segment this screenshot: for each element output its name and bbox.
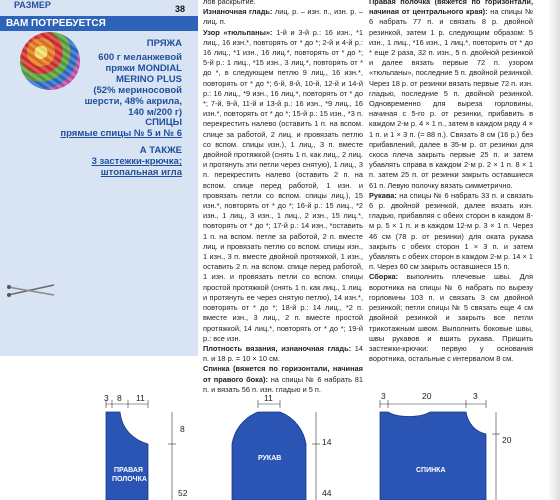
paragraph-heading: Правая полочка (вяжется по горизонтали, начиная от центрального края): <box>369 0 533 17</box>
extras-description <box>92 156 182 178</box>
paragraph-heading: Сборка: <box>369 272 399 282</box>
size-value: 38 <box>175 4 186 14</box>
sleeve-piece <box>232 393 332 500</box>
back-top-dim: 20 <box>422 391 432 401</box>
knitting-needles-icon <box>6 283 56 297</box>
instructions-column-middle <box>203 0 363 395</box>
paragraph <box>203 0 363 7</box>
back-top-dim: 3 <box>473 391 478 401</box>
needles-title: СПИЦЫ <box>145 117 182 128</box>
needles-line: прямые спицы № 5 и № 6 <box>60 128 182 139</box>
back-shape <box>380 412 486 500</box>
yarn-line: MERINO PLUS <box>116 74 182 85</box>
paragraph <box>369 272 533 364</box>
needles-description <box>60 128 182 139</box>
front-right-dim: 8 <box>180 424 185 434</box>
sleeve-right-dim: 44 <box>322 488 332 498</box>
back-right-dim: 20 <box>502 435 512 445</box>
sleeve-label: РУКАВ <box>258 455 282 462</box>
materials-header: ВАМ ПОТРЕБУЕТСЯ <box>0 16 198 31</box>
paragraph-heading: Узор «тюльпаны»: <box>203 27 273 37</box>
yarn-line: 600 г меланжевой <box>98 52 182 63</box>
paragraph-text: выполнить плечевые швы. Для воротника на спицы № 6 набрать по вырезу горловины 103 п. и связать 3 см двойной резинкой; петли спицы № 5 связать еще 4 см двойной резинкой и закрыть все петли трикотажным швом. Выполнить боковые швы, швы рукавов и вшить рукава. Пришить застежки-крючки: первую у основания воротника, остальные с интервалом 8 см. <box>369 272 533 364</box>
paragraph-heading: Рукава: <box>369 190 397 200</box>
paragraph-text: на спицы № 6 набрать 33 п. и связать 6 р. двойной резинкой, далее вязать изн. гладью, прибавляя с обеих сторон в каждом 8-м р. 5 × 1 п. и в каждом 12-м р. 3 × 1 п. Через 46 см (78 р. от резинки) для оката рукава закрыть с обеих сторон 1 × 3 п. и затем убавлять с обеих сторон в каждом 2-м р. 14 × 1 п. Через 60 см закрыть оставшиеся 15 п. <box>369 190 533 272</box>
front-top-dim: 3 <box>104 393 109 403</box>
page-gutter-shadow <box>548 0 560 500</box>
paragraph <box>369 191 533 273</box>
paragraph-heading: Плотность вязания, изнаночная гладь: <box>203 343 352 353</box>
front-piece-shape <box>106 412 148 500</box>
yarn-line: (52% мериносовой <box>93 85 182 96</box>
front-label-line1: ПРАВАЯ <box>114 467 143 474</box>
paragraph <box>203 28 363 344</box>
materials-sidebar <box>0 0 198 356</box>
paragraph-text: на спицы № 6 набрать 81 п. и вязать 56 п. изн. гладью и 5 п. <box>203 374 363 394</box>
pattern-schematic <box>0 388 560 500</box>
extras-title: А ТАКЖЕ <box>139 145 182 156</box>
paragraph-text: на спицы № 6 набрать 77 п. и связать 8 р. двойной резинкой, затем 1 р. следующим образом: 5 изн., 1 лиц., *16 изн., 1 лиц.*, повторить от * до * еще 2 раза, 32 п. изн., 5 п. двойной резинкой и далее вязать первые 72 п. узором «тюльпаны», последние 5 п. двойной резинкой. Через 18 р. от резинки вязать первые 72 п. изн. гладью, последние 5 п. двойной резинкой. Одновременно для выреза горловины, начиная с 5-го р. от резинки, прибавить в каждом 2-м р. 4 × 1 п., затем в каждом ряду 4 × 1 п. и 1 × 3 п. (= 88 п.). Связать 8 см (16 р.) без прибавлений, далее в 35-м р. от резинки для скоса плеча закрыть первые 25 п. и затем убавлять справа в каждом 2-м р. 2 × 1 п. 8 × 1 п. затем 25 п. от резинки закрыть оставшиеся 61 п. Левую полочку вязать симметрично. <box>369 7 534 190</box>
back-label: СПИНКА <box>416 467 446 474</box>
paragraph <box>203 344 363 364</box>
paragraph-text: лиц. р. – изн. п., изн. р. – лиц. п. <box>203 7 363 27</box>
yarn-line: 140 м/200 г) <box>128 107 182 118</box>
paragraph-text: 14 п. и 18 р. = 10 × 10 см. <box>203 343 363 364</box>
paragraph-text: лов раскрытие. <box>203 0 256 6</box>
paragraph-text: 1-й и 3-й р.: 16 изн., *1 лиц., 16 изн.*, повторять от * до *; 2-й и 4-й р.: 16 лиц., *1 изн., 16 лиц.*, повторять от * до *; 5-й р.: 1 лиц., *15 изн., 3 лиц.*, повторять от * до *, в следующем петлю 9 лиц., 16 изн.*, повторять от * до *; 6-й, 8-й, 10-й, 12-й и 14-й р.: 16 лиц., *9 изн., 16 лиц.*, повторять от * до *; 7-й, 9-й, 11-й и 13-й р.: 16 изн., *9 лиц., 16 изн.*, повторять от * до *; 15-й р.: 15 изн., *3 п. перекрестить налево (оставить 1 п. на вспом. спице за работой, 2 лиц. и провязать петлю со вспом. спицы изн.), 1 лиц., 3 п. вместе двойной протяжкой (снять 1 п. как лиц., 2 лиц. и протянуть эти петли через снятую), 1 лиц., 3 п. перекрестить налево (оставить 2 п. на вспом. спице перед работой, 1 изн. и провязать петли со вспом. спицы лиц.), 15 изн.*, повторять от * до *; 16-й р.: 15 лиц., *2 изн., 1 лиц., 3 изн., 1 лиц., 2 изн., 15 лиц.*, повторять от * до *; 17-й р.: 14 изн., *оставить 1 п. на вспом. петле за работой, 2 п. вместе лиц. и провязать петлю со вспом. спицы изн., 1 изн., 3 п. вместе двойной протяжкой, 1 изн., оставить 2 п. на вспом. спице перед работой, 1 изн. и провязать петли со вспом. спицы простой протяжкой (снять 1 п. как лиц., 1 лиц. и протянуть ее через снятую петлю), 14 изн.*, повторять от * до *; 18-й р.: 14 лиц., *2 п. вместе изн., 3 лиц., 2 п. вместе простой протяжкой, 14 лиц.*, повторять от * до *; 19-й р.: все изн. <box>203 27 363 343</box>
yarn-title: ПРЯЖА <box>146 38 182 49</box>
sleeve-right-dim: 14 <box>322 437 332 447</box>
paragraph-heading: Спинка (вяжется по горизонтали, начиная от правого бока): <box>203 364 363 384</box>
front-label-line2: ПОЛОЧКА <box>112 476 147 483</box>
back-piece <box>380 391 512 500</box>
front-piece <box>104 393 188 500</box>
paragraph-heading: Изнаночная гладь: <box>203 7 273 17</box>
yarn-texture <box>20 32 80 90</box>
yarn-description <box>85 52 182 118</box>
size-label: РАЗМЕР <box>14 0 51 10</box>
front-top-dim: 11 <box>136 393 145 403</box>
extras-line: штопальная игла <box>100 167 182 178</box>
extras-line: 3 застежки-крючка; <box>91 156 182 167</box>
sleeve-top-dim: 11 <box>264 393 273 403</box>
yarn-line: шерсти, 48% акрила, <box>84 96 182 107</box>
front-top-dim: 8 <box>117 393 122 403</box>
front-bottom-dim: 52 <box>178 488 188 498</box>
paragraph <box>369 0 533 191</box>
paragraph <box>203 7 363 27</box>
yarn-line: пряжи MONDIAL <box>105 63 182 74</box>
instructions-column-right <box>369 0 533 364</box>
back-top-dim: 3 <box>381 391 386 401</box>
